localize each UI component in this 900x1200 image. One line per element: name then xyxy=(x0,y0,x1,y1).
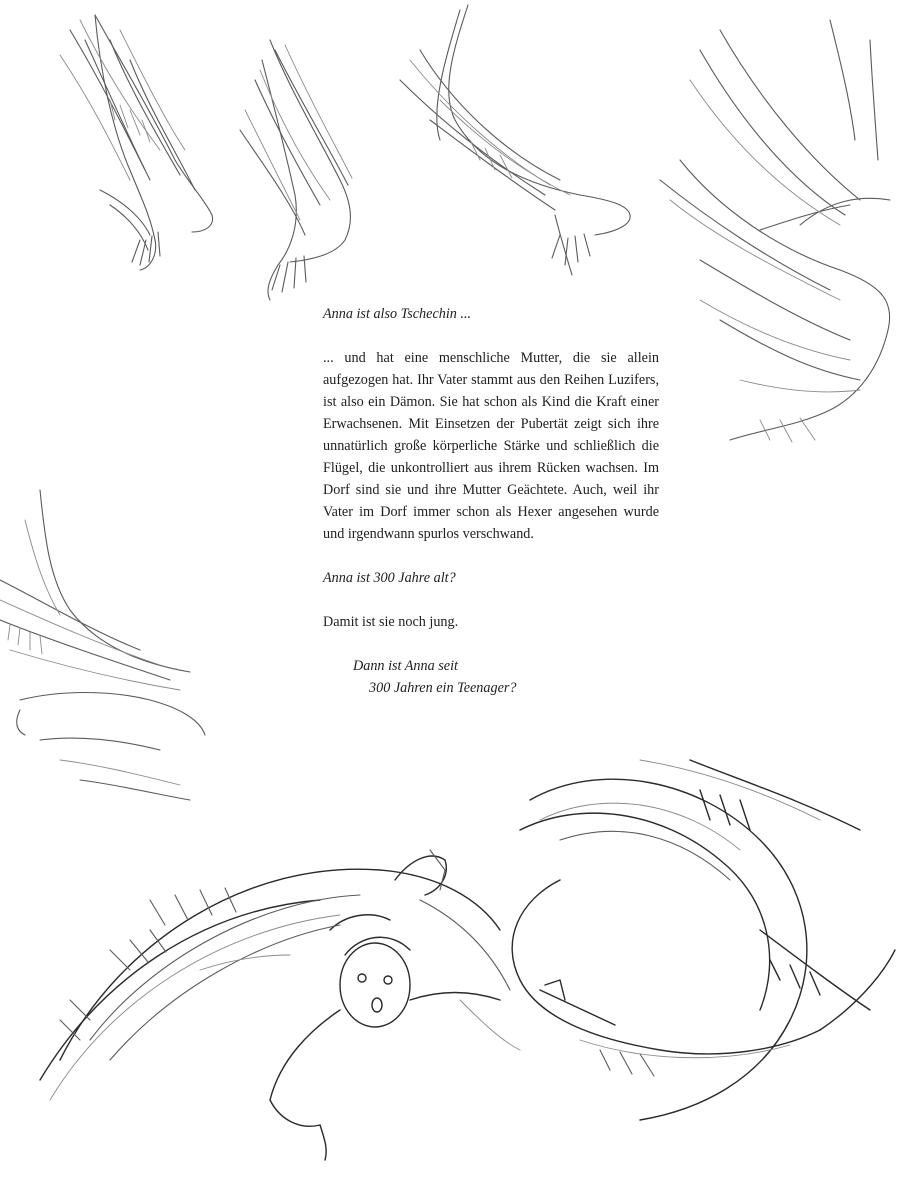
interview-question-3-line-1: Dann ist Anna seit xyxy=(353,658,458,674)
wing-sketch-2 xyxy=(240,40,350,300)
article-text xyxy=(323,303,659,699)
interview-answer-2: Damit ist sie noch jung. xyxy=(323,614,459,630)
wing-sketch-4 xyxy=(660,20,890,440)
winged-figure-sketch xyxy=(40,760,895,1160)
interview-question-2: Anna ist 300 Jahre alt? xyxy=(323,570,456,586)
wing-sketch-3 xyxy=(400,5,630,275)
interview-answer-1: ... und hat eine menschliche Mutter, die sie allein aufgezogen hat. Ihr Vater stammt aus den Reihen Luzifers, ist also ein Dämon. Sie hat schon als Kind die Kraft einer Erwachsenen. Mit Einsetzen der Pubertät zeigt sich ihre unnatürlich große körperliche Stärke und schließlich die Flügel, die unkontrolliert aus ihrem Rücken wachsen. Im Dorf sind sie und ihre Mutter Geächtete. Auch, weil ihr Vater im Dorf immer schon als Hexer angesehen wurde und irgendwann spurlos verschwand. xyxy=(323,350,659,542)
wing-sketch-5 xyxy=(0,490,205,800)
interview-question-1: Anna ist also Tschechin ... xyxy=(323,306,472,322)
wing-sketch-1 xyxy=(70,15,213,270)
interview-question-3 xyxy=(323,655,659,699)
interview-question-3-line-2: 300 Jahren ein Teenager? xyxy=(369,680,517,696)
